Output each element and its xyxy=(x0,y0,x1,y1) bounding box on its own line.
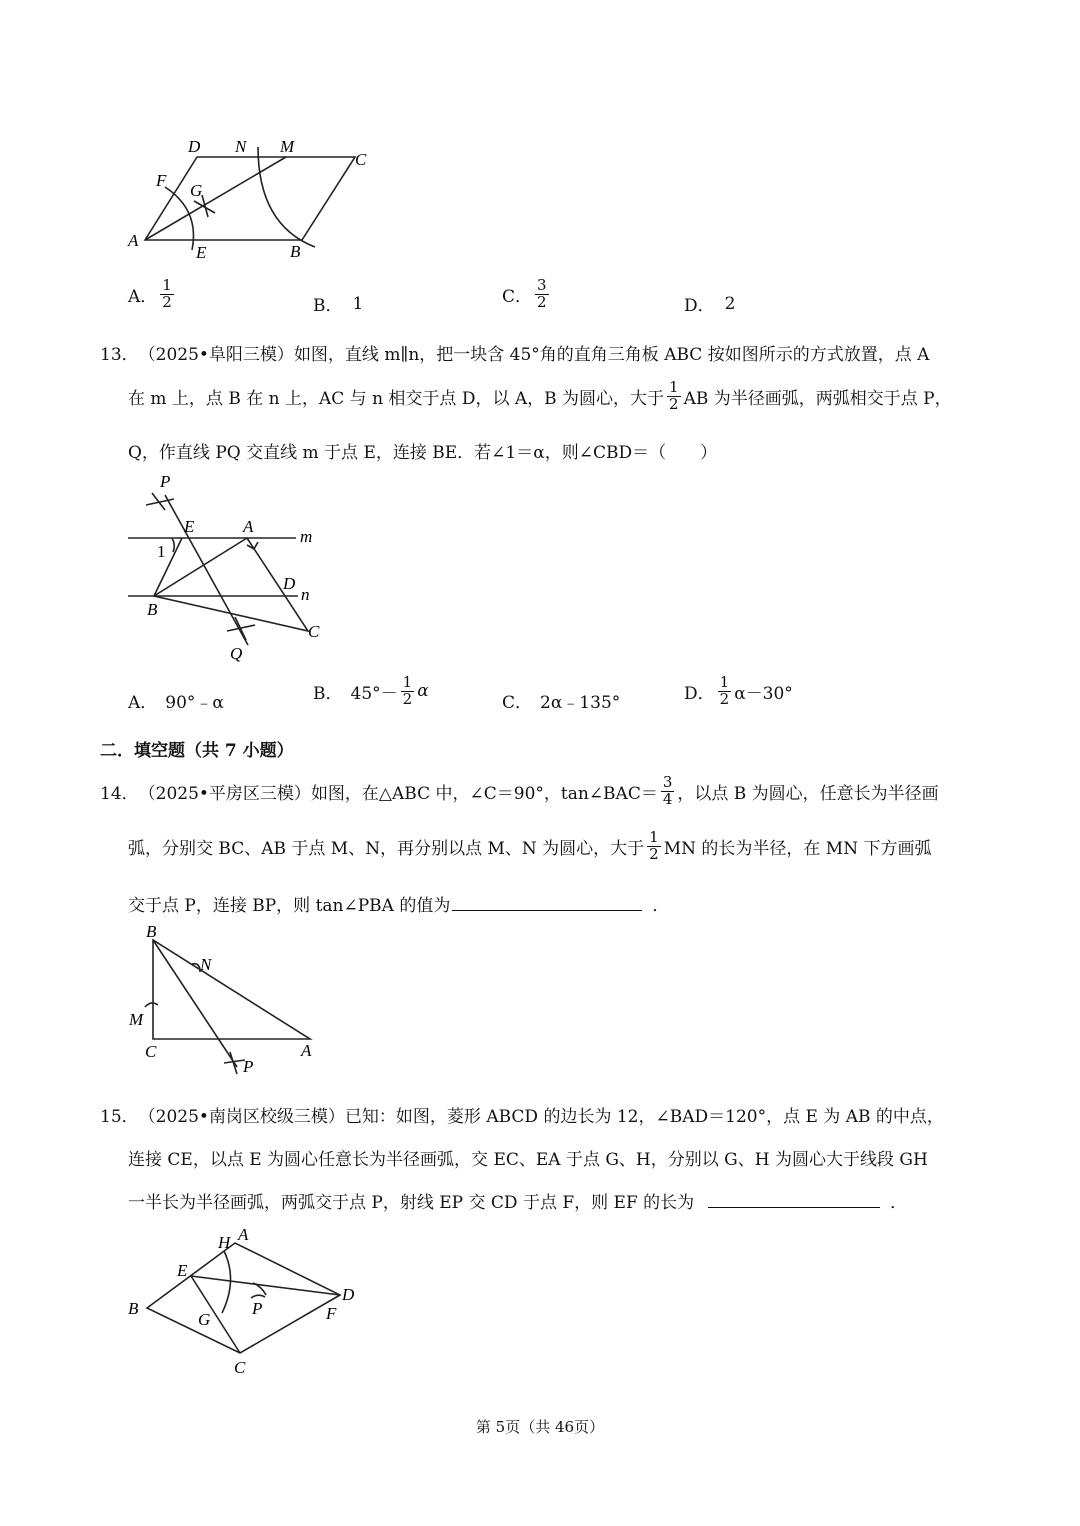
q14-label-P: P xyxy=(243,1057,254,1076)
q12-label-G: G xyxy=(190,181,203,200)
q12-label-E: E xyxy=(196,243,207,262)
q14-line1: 14． （2025•平房区三模） 如图，在△ABC 中，∠C＝90°，tan∠BAC＝ $\frac{3}{4}$ ，以点 B 为圆心，任意长为半径画 xyxy=(100,773,939,808)
q15-label-B: B xyxy=(128,1299,139,1318)
q12-label-A: A xyxy=(128,231,139,250)
q15-label-E: E xyxy=(177,1261,188,1280)
q14-label-C: C xyxy=(145,1042,157,1061)
q12-label-N: N xyxy=(235,137,247,156)
q15-answer-blank[interactable] xyxy=(708,1193,880,1208)
q15-line2: 连接 CE，以点 E 为圆心任意长为半径画弧，交 EC、EA 于点 G、H，分别以 G、H 为圆心大于线段 GH xyxy=(128,1150,928,1170)
q15-label-F: F xyxy=(326,1304,337,1323)
q13-label-E: E xyxy=(184,517,195,536)
q14-label-N: N xyxy=(200,955,212,974)
q13-label-Q: Q xyxy=(230,644,243,663)
q15-line1: 15． （2025•南岗区校级三模） 已知：如图，菱形 ABCD 的边长为 12，∠BAD＝120°，点 E 为 AB 的中点， xyxy=(100,1107,944,1127)
q13-option-d: D． $\frac{1}{2}$ α－30° xyxy=(684,673,793,708)
q15-label-H: H xyxy=(218,1233,231,1252)
q12-label-B: B xyxy=(290,242,301,261)
q13-label-A: A xyxy=(243,517,254,536)
q14-label-B: B xyxy=(146,922,157,941)
q12-label-M: M xyxy=(280,137,295,156)
q14-line3: 交于点 P，连接 BP，则 tan∠PBA 的值为 ． xyxy=(128,896,670,916)
q14-label-M: M xyxy=(129,1010,144,1029)
q12-label-D: D xyxy=(188,137,201,156)
q15-line3: 一半长为半径画弧，两弧交于点 P，射线 EP 交 CD 于点 F，则 EF 的长为 ． xyxy=(128,1193,908,1213)
q13-label-1: 1 xyxy=(157,542,166,561)
q12-label-C: C xyxy=(355,150,367,169)
q12-option-b: B． 1 xyxy=(313,293,364,316)
page-footer: 第 5页（共 46页） xyxy=(475,1418,605,1436)
q13-figure xyxy=(110,465,340,665)
section-fill-in-heading: 二．填空题（共 7 小题） xyxy=(100,741,294,761)
q12-label-F: F xyxy=(156,171,167,190)
q13-line1: 13． （2025•阜阳三模） 如图，直线 m∥n，把一块含 45°角的直角三角板 ABC 按如图所示的方式放置，点 A xyxy=(100,345,930,365)
q15-label-A: A xyxy=(238,1225,249,1244)
q13-label-P: P xyxy=(160,472,171,491)
q15-label-P: P xyxy=(252,1299,263,1318)
q12-option-d: D． 2 xyxy=(684,293,736,316)
q13-label-n: n xyxy=(301,585,310,604)
q13-line2: 在 m 上，点 B 在 n 上，AC 与 n 相交于点 D，以 A，B 为圆心，大于 $\frac{1}{2}$ AB 为半径画弧，两弧相交于点 P， xyxy=(128,378,952,413)
q15-figure xyxy=(120,1225,370,1385)
q14-figure xyxy=(120,922,340,1087)
q14-label-A: A xyxy=(301,1041,312,1060)
q15-label-D: D xyxy=(342,1285,355,1304)
q13-label-C: C xyxy=(308,622,320,641)
q13-label-D: D xyxy=(283,574,296,593)
q12-option-a: A． $\frac{1}{2}$ xyxy=(128,276,172,311)
q14-answer-blank[interactable] xyxy=(452,896,642,911)
q15-label-G: G xyxy=(198,1310,211,1329)
q14-line2: 弧，分别交 BC、AB 于点 M、N，再分别以点 M、N 为圆心，大于 $\frac{1}{2}$ MN 的长为半径，在 MN 下方画弧 xyxy=(128,828,932,863)
q13-line3: Q，作直线 PQ 交直线 m 于点 E，连接 BE．若∠1＝α，则∠CBD＝（ ） xyxy=(128,443,718,463)
q13-label-m: m xyxy=(300,527,313,546)
q13-option-c: C． 2α﹣135° xyxy=(502,693,621,713)
q13-option-a: A． 90°﹣α xyxy=(128,693,224,713)
q15-label-C: C xyxy=(234,1358,246,1377)
q12-option-c: C． $\frac{3}{2}$ xyxy=(502,276,547,311)
q13-option-b: B． 45°－ $\frac{1}{2}$ α xyxy=(313,673,429,708)
q12-figure xyxy=(110,125,390,275)
q13-label-B: B xyxy=(147,600,158,619)
